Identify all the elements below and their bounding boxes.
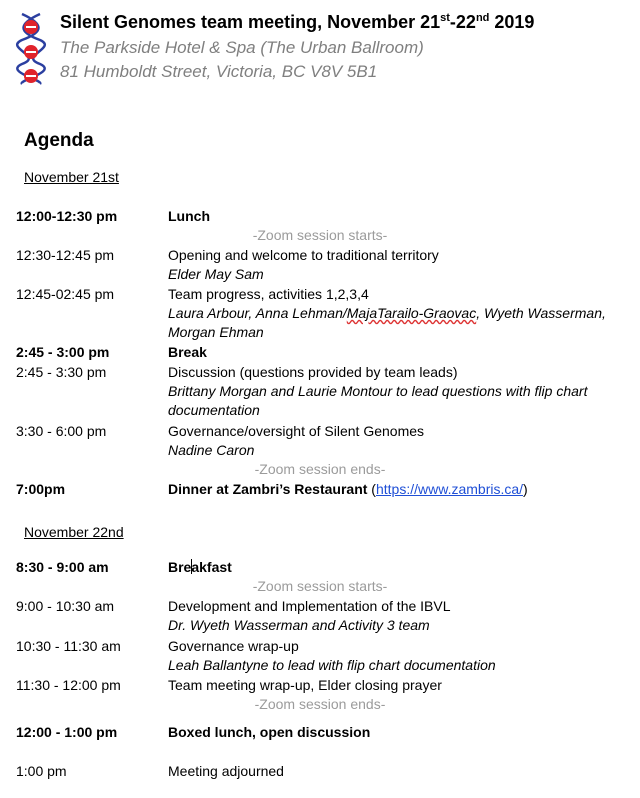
item-people: Elder May Sam	[168, 266, 264, 282]
paren: (	[367, 481, 376, 497]
item-people: Brittany Morgan and Laurie Montour to lead questions with flip chart documentation	[168, 383, 588, 418]
zoom-end-note: -Zoom session ends-	[254, 696, 386, 712]
title-text: Silent Genomes team meeting, November 21	[60, 12, 441, 32]
item-cell	[168, 246, 634, 284]
item-title: Discussion (questions provided by team leads)	[168, 364, 458, 380]
item-people: Dr. Wyeth Wasserman and Activity 3 team	[168, 617, 430, 633]
time-cell: 12:00-12:30 pm	[16, 208, 118, 224]
people-part: Laura Arbour, Anna Lehman/	[168, 305, 347, 321]
item-people: Nadine Caron	[168, 442, 255, 458]
item-title-part: akfast	[191, 559, 232, 575]
title-sup-nd: nd	[475, 12, 490, 24]
item-people	[168, 304, 634, 342]
item-cell: Team meeting wrap-up, Elder closing prayer	[168, 677, 442, 693]
day1-label: November 21st	[24, 169, 119, 185]
time-cell: 12:30-12:45 pm	[16, 247, 115, 263]
item-people: Leah Ballantyne to lead with flip chart documentation	[168, 657, 496, 673]
day2-label: November 22nd	[24, 524, 124, 540]
item-title: Opening and welcome to traditional territory	[168, 247, 439, 263]
item-cell	[168, 558, 634, 577]
zoom-start-note: -Zoom session starts-	[252, 227, 388, 243]
item-title: Governance wrap-up	[168, 638, 299, 654]
paren: )	[523, 481, 528, 497]
time-cell: 12:00 - 1:00 pm	[16, 724, 118, 740]
item-cell	[168, 363, 634, 420]
dna-logo-icon	[14, 10, 48, 86]
item-cell	[168, 597, 634, 635]
item-cell	[168, 480, 634, 499]
address-line: 81 Humboldt Street, Victoria, BC V8V 5B1	[60, 62, 378, 81]
time-cell: 2:45 - 3:30 pm	[16, 364, 107, 380]
venue-line: The Parkside Hotel & Spa (The Urban Ballroom)	[60, 38, 424, 57]
title-dash: -22	[449, 12, 476, 32]
time-cell: 7:00pm	[16, 481, 66, 497]
time-cell: 2:45 - 3:00 pm	[16, 344, 110, 360]
time-cell: 3:30 - 6:00 pm	[16, 423, 107, 439]
restaurant-link[interactable]: https://www.zambris.ca/	[375, 481, 524, 497]
agenda-heading: Agenda	[24, 130, 94, 151]
item-cell: Break	[168, 344, 207, 360]
zoom-end-note: -Zoom session ends-	[254, 461, 386, 477]
time-cell: 10:30 - 11:30 am	[16, 638, 121, 654]
time-cell: 9:00 - 10:30 am	[16, 598, 115, 614]
item-title: Governance/oversight of Silent Genomes	[168, 423, 425, 439]
title-sup-st: st	[440, 12, 450, 24]
spellcheck-word: MajaTarailo-Graovac	[346, 305, 477, 321]
item-title-part: Bre	[168, 559, 192, 575]
item-cell: Lunch	[168, 208, 210, 224]
title-year: 2019	[489, 12, 535, 32]
item-cell	[168, 422, 634, 460]
people-part: , Wyeth Wasserman, Morgan Ehman	[168, 305, 606, 340]
time-cell: 11:30 - 12:00 pm	[16, 677, 121, 693]
item-cell	[168, 285, 634, 342]
item-title: Dinner at Zambri’s Restaurant	[168, 481, 368, 497]
time-cell: 8:30 - 9:00 am	[16, 559, 109, 575]
zoom-start-note: -Zoom session starts-	[252, 578, 388, 594]
item-cell: Boxed lunch, open discussion	[168, 724, 371, 740]
item-cell: Meeting adjourned	[168, 763, 284, 779]
item-title: Team progress, activities 1,2,3,4	[168, 286, 369, 302]
item-title: Development and Implementation of the IBVL	[168, 598, 451, 614]
time-cell: 12:45-02:45 pm	[16, 286, 115, 302]
time-cell: 1:00 pm	[16, 763, 67, 779]
page-title	[60, 12, 534, 33]
item-cell	[168, 637, 634, 675]
